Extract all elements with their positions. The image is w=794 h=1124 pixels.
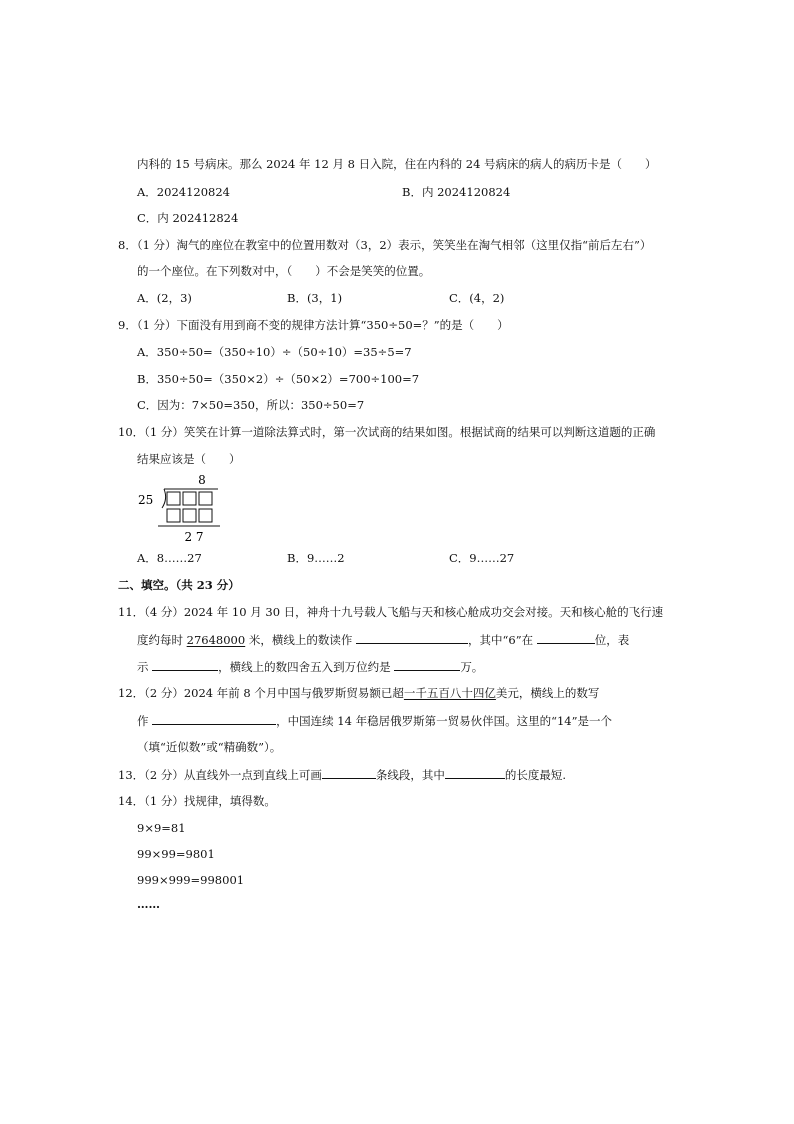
q11-text: 度约每时 xyxy=(137,633,187,647)
q14-row-2: 99×99=9801 xyxy=(137,847,215,861)
q10-option-a: A．8……27 xyxy=(137,551,202,565)
q13-blank-shortest[interactable] xyxy=(445,766,505,779)
q11-text: 万。 xyxy=(460,660,484,674)
digit-box xyxy=(199,509,212,522)
q12-line-2 xyxy=(137,712,612,729)
section-heading: 二、填空。（共 23 分） xyxy=(118,578,240,592)
digit-box xyxy=(199,492,212,505)
long-division-diagram xyxy=(130,470,230,546)
division-bracket xyxy=(162,489,166,508)
q8-option-a: A．(2，3) xyxy=(137,291,192,305)
q11-text: 位，表 xyxy=(594,633,630,647)
q9-option-a: A．350÷50=（350÷10）÷（50÷10）=35÷5=7 xyxy=(137,345,412,359)
q7-option-c: C．内 202412824 xyxy=(137,211,239,225)
q8-line-1: 8．（1 分）淘气的座位在教室中的位置用数对（3，2）表示，笑笑坐在淘气相邻（这里仅指“前后左右”） xyxy=(118,238,652,252)
digit-box xyxy=(183,492,196,505)
diagram-remainder: 2 7 xyxy=(184,530,204,544)
q12-text: 美元，横线上的数写 xyxy=(495,686,600,700)
q11-blank-meaning[interactable] xyxy=(152,658,218,671)
q11-line-1: 11．（4 分）2024 年 10 月 30 日，神舟十九号载人飞船与天和核心舱成功交会对接。天和核心舱的飞行速 xyxy=(118,605,664,619)
digit-box xyxy=(167,509,180,522)
q8-line-2: 的一个座位。在下列数对中，（ ）不会是笑笑的位置。 xyxy=(137,264,431,278)
digit-box xyxy=(183,509,196,522)
q7-option-b: B．内 2024120824 xyxy=(402,185,511,199)
q12-blank-written[interactable] xyxy=(152,712,276,725)
q11-blank-rounding[interactable] xyxy=(394,658,460,671)
q14-ellipsis: …… xyxy=(137,897,160,911)
q9-option-b: B．350÷50=（350×2）÷（50×2）=700÷100=7 xyxy=(137,372,420,386)
q11-text: ，其中“6”在 xyxy=(468,633,537,647)
q11-line-2 xyxy=(137,631,629,648)
q13-text: 的长度最短. xyxy=(504,768,567,782)
q11-text: 示 xyxy=(137,660,153,674)
q8-option-b: B．(3，1) xyxy=(287,291,343,305)
q12-line-1 xyxy=(118,685,599,701)
q9-option-c: C．因为：7×50=350，所以：350÷50=7 xyxy=(137,398,365,412)
q12-line-3: （填“近似数”或“精确数”）。 xyxy=(137,740,282,754)
q11-line-3 xyxy=(137,658,483,675)
q13-blank-count[interactable] xyxy=(322,766,376,779)
q11-blank-reading[interactable] xyxy=(356,631,468,644)
q12-text: ，中国连续 14 年稳居俄罗斯第一贸易伙伴国。这里的“14”是一个 xyxy=(276,714,612,728)
q11-blank-place[interactable] xyxy=(537,631,595,644)
q7-line: 内科的 15 号病床。那么 2024 年 12 月 8 日入院，住在内科的 24 号病床的病人的病历卡是（ ） xyxy=(137,157,657,171)
q12-underlined-number: 一千五百八十四亿 xyxy=(403,686,496,700)
q13-text: 条线段，其中 xyxy=(375,768,445,782)
q13-text: 13．（2 分）从直线外一点到直线上可画 xyxy=(118,768,322,782)
q10-line-2: 结果应该是（ ） xyxy=(137,452,241,466)
q11-speed-number: 27648000 xyxy=(186,633,246,647)
q11-text: ，横线上的数四舍五入到万位约是 xyxy=(218,660,395,674)
q14-title: 14．（1 分）找规律，填得数。 xyxy=(118,794,276,808)
q10-option-b: B．9……2 xyxy=(287,551,345,565)
q8-option-c: C．(4，2) xyxy=(449,291,505,305)
diagram-quotient: 8 xyxy=(198,473,206,487)
q14-row-1: 9×9=81 xyxy=(137,821,186,835)
q12-text: 作 xyxy=(137,714,153,728)
q9-line-1: 9．（1 分）下面没有用到商不变的规律方法计算“350÷50=？”的是（ ） xyxy=(118,318,509,332)
q7-option-a: A．2024120824 xyxy=(137,185,230,199)
q10-line-1: 10．（1 分）笑笑在计算一道除法算式时，第一次试商的结果如图。根据试商的结果可以判断这道题的正确 xyxy=(118,425,656,439)
diagram-divisor: 25 xyxy=(138,493,154,507)
q12-text: 12．（2 分）2024 年前 8 个月中国与俄罗斯贸易额已超 xyxy=(118,686,404,700)
q11-text: 米，横线上的数读作 xyxy=(245,633,357,647)
q14-row-3: 999×999=998001 xyxy=(137,873,245,887)
digit-box xyxy=(167,492,180,505)
q13-line xyxy=(118,766,566,783)
q10-option-c: C．9……27 xyxy=(449,551,515,565)
